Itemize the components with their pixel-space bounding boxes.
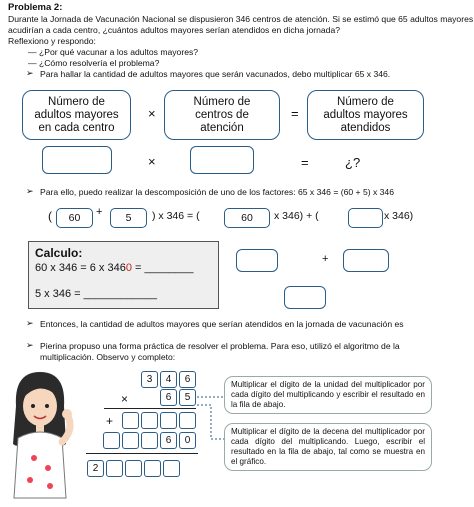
partial1-digit-1[interactable]	[122, 412, 139, 429]
result-box-total[interactable]	[284, 286, 326, 309]
bullet-algorithm-line1: Pierina propuso una forma práctica de resolver el problema. Para eso, utilizó el algoritmo de la	[40, 341, 400, 351]
box-adults-per-center	[22, 90, 131, 140]
reflect-heading: Reflexiono y respondo:	[8, 36, 96, 46]
box-adults-attended	[307, 90, 424, 140]
bullet-multiply-text: Para hallar la cantidad de adultos mayores que serán vacunados, debo multiplicar 65 x 346.	[40, 69, 391, 79]
decomp-60-value: 60	[68, 212, 81, 224]
answer-box-adults-per-center[interactable]	[42, 146, 112, 174]
calc-line-60-blank: = ________	[131, 262, 194, 274]
decomp-60b-value: 60	[241, 212, 253, 224]
result-digit-5[interactable]	[163, 460, 180, 477]
calc-line-60	[35, 262, 193, 274]
calculation-box	[28, 241, 219, 309]
partial1-digit-3[interactable]	[160, 412, 177, 429]
multiplier-digit-tens: 6	[160, 389, 177, 406]
bullet-result-text: Entonces, la cantidad de adultos mayores que serían atendidos en la jornada de vacunación es	[40, 319, 404, 329]
problem-title: Problema 2:	[8, 2, 63, 13]
result-box-5[interactable]	[343, 249, 389, 272]
algorithm-plus: +	[106, 414, 114, 428]
question-2: — ¿Cómo resolvería el problema?	[28, 58, 160, 68]
calc-red-zero: 0	[125, 262, 132, 274]
algorithm-times: ×	[121, 392, 129, 406]
bullet-algorithm-line2: multiplicación. Observo y completo:	[40, 352, 176, 362]
question-1: — ¿Por qué vacunar a los adultos mayores?	[28, 47, 199, 57]
decomp-middle-text-2: x 346) + (	[274, 210, 319, 222]
decomp-5-box	[110, 208, 147, 228]
answer-box-centers[interactable]	[190, 146, 254, 174]
partial2-digit-1[interactable]	[103, 432, 120, 449]
paren-open: (	[48, 209, 52, 223]
decomp-5-value: 5	[125, 212, 132, 224]
plus-symbol: +	[322, 253, 329, 265]
result-digit-1: 2	[87, 460, 104, 477]
times-symbol: ×	[148, 106, 156, 121]
girl-illustration	[4, 366, 76, 502]
calc-line-5: 5 x 346 = ____________	[35, 288, 158, 300]
result-digit-2[interactable]	[106, 460, 123, 477]
callout-units: Multiplicar el dígito de la unidad del multiplicador por cada dígito del multiplicando y escribir el resultado en la fila de abajo.	[224, 376, 432, 414]
arrow-bullet-icon: ➢	[26, 340, 34, 350]
partial1-digit-2[interactable]	[141, 412, 158, 429]
result-digit-3[interactable]	[125, 460, 142, 477]
box-adults-per-center-label: Número de adultos mayores en cada centro	[34, 95, 119, 134]
arrow-bullet-icon: ➢	[26, 186, 34, 196]
bullet-decomposition-text: Para ello, puedo realizar la descomposición de uno de los factores: 65 x 346 = (60 + 5) x 346	[40, 187, 394, 197]
calc-label: Calculo:	[35, 246, 83, 260]
partial2-digit-zero: 0	[179, 432, 196, 449]
calc-line-60-main: 60 x 346 = 6 x 346	[35, 262, 126, 274]
box-centers	[164, 90, 280, 140]
algorithm-line-1	[104, 408, 196, 409]
result-digit-4[interactable]	[144, 460, 161, 477]
intro-text-line1: Durante la Jornada de Vacunación Nacional se dispusieron 346 centros de atención. Si se estimó que 65 adultos mayores	[8, 14, 474, 24]
multiplicand-digit-1: 3	[141, 371, 158, 388]
multiplicand-digit-2: 4	[160, 371, 177, 388]
unknown-result: ¿?	[345, 155, 361, 170]
partial1-digit-4[interactable]	[179, 412, 196, 429]
equals-symbol-2: =	[301, 155, 309, 170]
equals-symbol: =	[291, 106, 299, 121]
arrow-bullet-icon: ➢	[26, 318, 34, 328]
callout-connectors	[195, 385, 227, 445]
partial2-digit-3[interactable]	[141, 432, 158, 449]
algorithm-line-2	[86, 453, 198, 454]
decomp-60-box	[56, 208, 93, 228]
intro-text-line2: acudirían a cada centro, ¿cuántos adultos mayores serían atendidos en dicha jornada?	[8, 25, 341, 35]
callout-tens: Multiplicar el dígito de la decena del multiplicador por cada dígito del multiplicando. Luego, escribir el resultado en la fila de abajo, tal como se muestra en el gráfico.	[224, 423, 432, 471]
arrow-bullet-icon: ➢	[26, 68, 34, 78]
partial2-digit-4: 6	[160, 432, 177, 449]
result-box-60[interactable]	[236, 249, 278, 272]
decomp-middle-text: ) x 346 = (	[152, 210, 200, 222]
decomp-blank-box[interactable]	[348, 208, 383, 228]
box-centers-label: Número de centros de atención	[193, 95, 251, 134]
decomp-plus: +	[96, 206, 103, 218]
times-symbol-2: ×	[148, 154, 156, 169]
decomp-end-text: x 346)	[384, 210, 414, 222]
partial2-digit-2[interactable]	[122, 432, 139, 449]
multiplier-digit-units: 5	[179, 389, 196, 406]
box-adults-attended-label: Número de adultos mayores atendidos	[323, 95, 408, 134]
decomp-60b-box	[224, 208, 270, 228]
multiplicand-digit-3: 6	[179, 371, 196, 388]
